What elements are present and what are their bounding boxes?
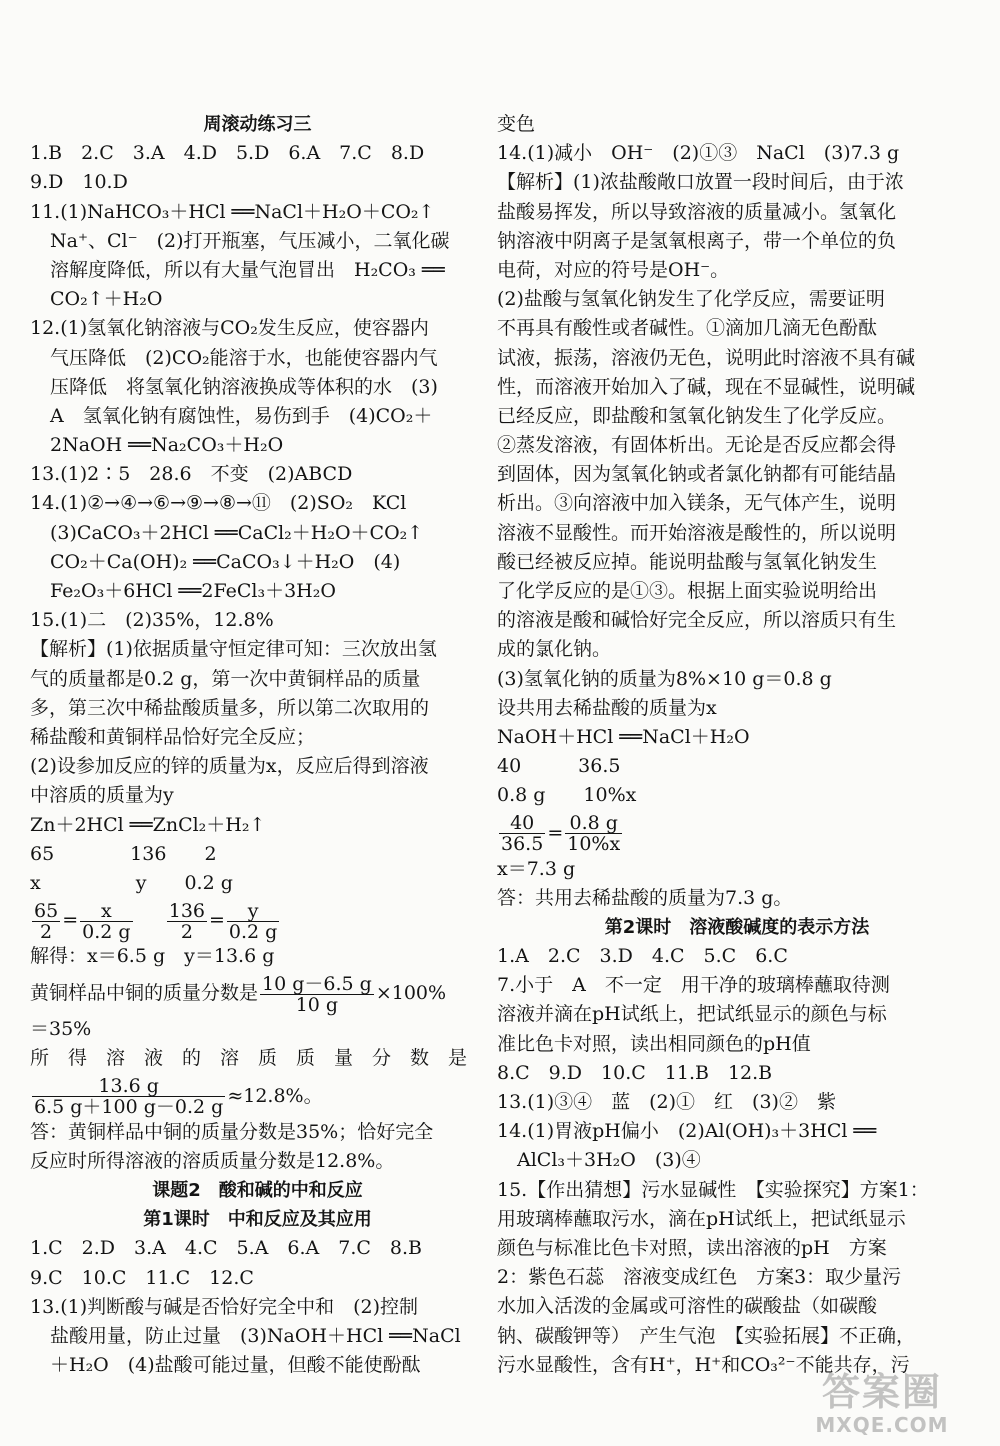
text-line: 气的质量都是0.2 g，第一次中黄铜样品的质量	[30, 667, 421, 690]
fraction: $\frac{13.6 g}{6.5 g+100 g-0.2 g}$	[34, 1075, 224, 1119]
text-line: 9.D 10.D	[30, 171, 128, 194]
fraction: $\frac{x}{0.2 g}$	[82, 899, 131, 943]
text-line: 盐酸易挥发，所以导致溶液的质量减小。氢氧化	[497, 200, 897, 223]
text-line: 溶液不显酸性。而开始溶液是酸性的，所以说明	[497, 521, 897, 544]
fraction: $\frac{65}{2}$	[34, 899, 59, 943]
left-answers-block-1	[30, 139, 485, 898]
text-line: 污水显酸性，含有H⁺，H⁺和CO₃²⁻不能共存，污	[497, 1353, 910, 1376]
text-line: (3)氢氧化钠的质量为8%×10 g＝0.8 g	[497, 667, 832, 690]
fraction: $\frac{0.8 g}{10\%x}$	[567, 812, 621, 855]
watermark-logo	[782, 1370, 982, 1440]
text-line: x＝7.3 g	[497, 857, 576, 880]
text-line: 成的氯化钠。	[497, 638, 612, 661]
text-line: 溶解度降低，所以有大量气泡冒出 H₂CO₃ ══	[50, 258, 445, 281]
text-line: 反应时所得溶液的溶质质量分数是12.8%。	[30, 1149, 395, 1172]
proportion-equation: $\frac{40}{36.5}$ = $\frac{0.8 g}{10\%x}$	[501, 812, 621, 855]
text-line: 2NaOH ══Na₂CO₃＋H₂O	[50, 434, 284, 457]
proportion-equations: $\frac{65}{2}$ = $\frac{x}{0.2 g}$ $\frac{136}{2}$ = $\frac{y}{0.2 g}$	[34, 899, 278, 943]
text-line: (3)CaCO₃＋2HCl ══CaCl₂＋H₂O＋CO₂↑	[50, 521, 424, 544]
section-title: 课题2 酸和碱的中和反应	[152, 1180, 363, 1201]
text-line: 2：紫色石蕊 溶液变成红色 方案3：取少量污	[497, 1266, 902, 1289]
equation-line: NaOH＋HCl ══NaCl＋H₂O	[497, 725, 750, 748]
text-line: 9.C 10.C 11.C 12.C	[30, 1266, 254, 1289]
text-line: 颜色与标准比色卡对照，读出溶液的pH 方案	[497, 1236, 887, 1259]
section-subtitle: 第2课时 溶液酸碱度的表示方法	[604, 916, 870, 938]
text-line: 设共用去稀盐酸的质量为x	[497, 696, 717, 719]
analysis-line: 【解析】(1)浓盐酸敞口放置一段时间后，由于浓	[497, 171, 904, 194]
text-line: 钠溶液中阴离子是氢氧根离子，带一个单位的负	[497, 229, 897, 252]
text-line: 13.(1)判断酸与碱是否恰好完全中和 (2)控制	[30, 1295, 419, 1318]
solution-fraction-line: $\frac{13.6 g}{6.5 g+100 g-0.2 g}$ ≈12.8%。	[34, 1075, 323, 1119]
text-line: 13.(1)③④ 蓝 (2)① 红 (3)② 紫	[497, 1091, 836, 1113]
text-line: CO₂＋Ca(OH)₂ ══CaCO₃↓＋H₂O (4)	[50, 550, 401, 573]
text-line: 12.(1)氢氧化钠溶液与CO₂发生反应，使容器内	[30, 317, 429, 340]
text-line: Fe₂O₃＋6HCl ══2FeCl₃＋3H₂O	[50, 580, 336, 602]
text-line: 40 36.5	[497, 755, 621, 778]
text-line: 13.(1)2∶5 28.6 不变 (2)ABCD	[30, 463, 353, 486]
text-line: 中溶质的质量为y	[30, 784, 174, 807]
fraction: $\frac{10 g-6.5 g}{10 g}$	[262, 972, 372, 1016]
text-line: 7.小于 A 不一定 用干净的玻璃棒蘸取待测	[497, 974, 890, 997]
text-line: 答：黄铜样品中铜的质量分数是35%；恰好完全	[30, 1120, 434, 1143]
text-line: 1.C 2.D 3.A 4.C 5.A 6.A 7.C 8.B	[30, 1237, 422, 1260]
equation-line: Zn＋2HCl ══ZnCl₂＋H₂↑	[30, 813, 266, 836]
text-line: A 氢氧化钠有腐蚀性，易伤到手 (4)CO₂＋	[50, 404, 433, 427]
text-line: ②蒸发溶液，有固体析出。无论是否反应都会得	[497, 434, 897, 457]
text-line: 用玻璃棒蘸取污水，滴在pH试纸上，把试纸显示	[497, 1207, 906, 1230]
text-line: CO₂↑＋H₂O	[50, 288, 163, 311]
text-line: 65 136 2	[30, 842, 217, 865]
text-line: 析出。③向溶液中加入镁条，无气体产生，说明	[497, 492, 897, 515]
text-line: 准比色卡对照，读出相同颜色的pH值	[497, 1032, 811, 1055]
copper-fraction-line: 黄铜样品中铜的质量分数是 $\frac{10 g-6.5 g}{10 g}$ ×100%	[30, 972, 447, 1016]
text-line: 酸已经被反应掉。能说明盐酸与氢氧化钠发生	[497, 550, 878, 573]
analysis-line: 【解析】(1)依据质量守恒定律可知：三次放出氢	[30, 638, 437, 661]
text-line: (2)设参加反应的锌的质量为x，反应后得到溶液	[30, 755, 429, 778]
text-line: 11.(1)NaHCO₃＋HCl ══NaCl＋H₂O＋CO₂↑	[30, 200, 435, 223]
text-line: 14.(1)减小 OH⁻ (2)①③ NaCl (3)7.3 g	[497, 142, 900, 165]
text-line: 14.(1)胃液pH偏小 (2)Al(OH)₃＋3HCl ══	[497, 1120, 877, 1143]
text-line: 所 得 溶 液 的 溶 质 质 量 分 数 是	[30, 1047, 468, 1070]
text-line: ＋H₂O (4)盐酸可能过量，但酸不能使酚酞	[50, 1354, 421, 1377]
text-line: Na⁺、Cl⁻ (2)打开瓶塞，气压减小，二氧化碳	[50, 229, 450, 252]
text-line: 的溶液是酸和碱恰好完全反应，所以溶质只有生	[497, 609, 897, 632]
section-title: 周滚动练习三	[203, 114, 312, 135]
text-line: 气压降低 (2)CO₂能溶于水，也能使容器内气	[50, 346, 438, 369]
text-line: 15.(1)二 (2)35%，12.8%	[30, 609, 274, 632]
text-line: 水加入活泼的金属或可溶性的碳酸盐（如碳酸	[497, 1295, 878, 1318]
text-line: 0.8 g 10%x	[497, 784, 637, 807]
text-line: 到固体，因为氢氧化钠或者氯化钠都有可能结晶	[497, 463, 897, 486]
text-line: 钠、碳酸钾等） 产生气泡 【实验拓展】不正确，	[497, 1324, 916, 1347]
text-line: 解得：x＝6.5 g y＝13.6 g	[30, 945, 275, 968]
section-subtitle: 第1课时 中和反应及其应用	[143, 1209, 372, 1231]
text-line: 压降低 将氢氧化钠溶液换成等体积的水 (3)	[50, 375, 438, 398]
watermark-logo-text: 答案圈	[821, 1370, 942, 1414]
watermark-url: MXQE.COM	[815, 1413, 949, 1437]
text-line: 不再具有酸性或者碱性。①滴加几滴无色酚酞	[497, 317, 878, 340]
text-line: 试液，振荡，溶液仍无色，说明此时溶液不具有碱	[497, 346, 916, 369]
fraction: $\frac{136}{2}$	[168, 899, 205, 943]
text-line: 溶液并滴在pH试纸上，把试纸显示的颜色与标	[497, 1003, 887, 1026]
text-line: 盐酸用量，防止过量 (3)NaOH＋HCl ══NaCl	[50, 1324, 461, 1347]
text-line: AlCl₃＋3H₂O (3)④	[517, 1149, 701, 1172]
left-column	[30, 110, 485, 1380]
text-line: 性，而溶液开始加入了碱，现在不显碱性，说明碱	[497, 375, 916, 398]
text-line: 电荷，对应的符号是OH⁻。	[497, 258, 730, 281]
text-line: 已经反应，即盐酸和氢氧化钠发生了化学反应。	[497, 404, 897, 427]
fraction: $\frac{40}{36.5}$	[501, 812, 544, 855]
right-column	[497, 110, 977, 1380]
text-line: 了化学反应的是①③。根据上面实验说明给出	[497, 580, 878, 602]
text-line: 多，第三次中稀盐酸质量多，所以第二次取用的	[30, 696, 430, 719]
text-line: (2)盐酸与氢氧化钠发生了化学反应，需要证明	[497, 288, 885, 311]
text-line: 稀盐酸和黄铜样品恰好完全反应；	[30, 725, 316, 748]
fraction: $\frac{y}{0.2 g}$	[228, 899, 278, 943]
text-line: x y 0.2 g	[30, 871, 233, 894]
text-line: 15.【作出猜想】污水显碱性 【实验探究】方案1：	[497, 1178, 929, 1201]
text-line: ＝35%	[30, 1018, 92, 1041]
text-line: 14.(1)②→④→⑥→⑨→⑧→⑪ (2)SO₂ KCl	[30, 492, 407, 515]
text-line: 8.C 9.D 10.C 11.B 12.B	[497, 1061, 773, 1084]
text-line: 1.B 2.C 3.A 4.D 5.D 6.A 7.C 8.D	[30, 142, 425, 165]
text-line: 答：共用去稀盐酸的质量为7.3 g。	[497, 886, 793, 909]
text-line: 变色	[497, 113, 536, 135]
text-line: 1.A 2.C 3.D 4.C 5.C 6.C	[497, 945, 788, 968]
